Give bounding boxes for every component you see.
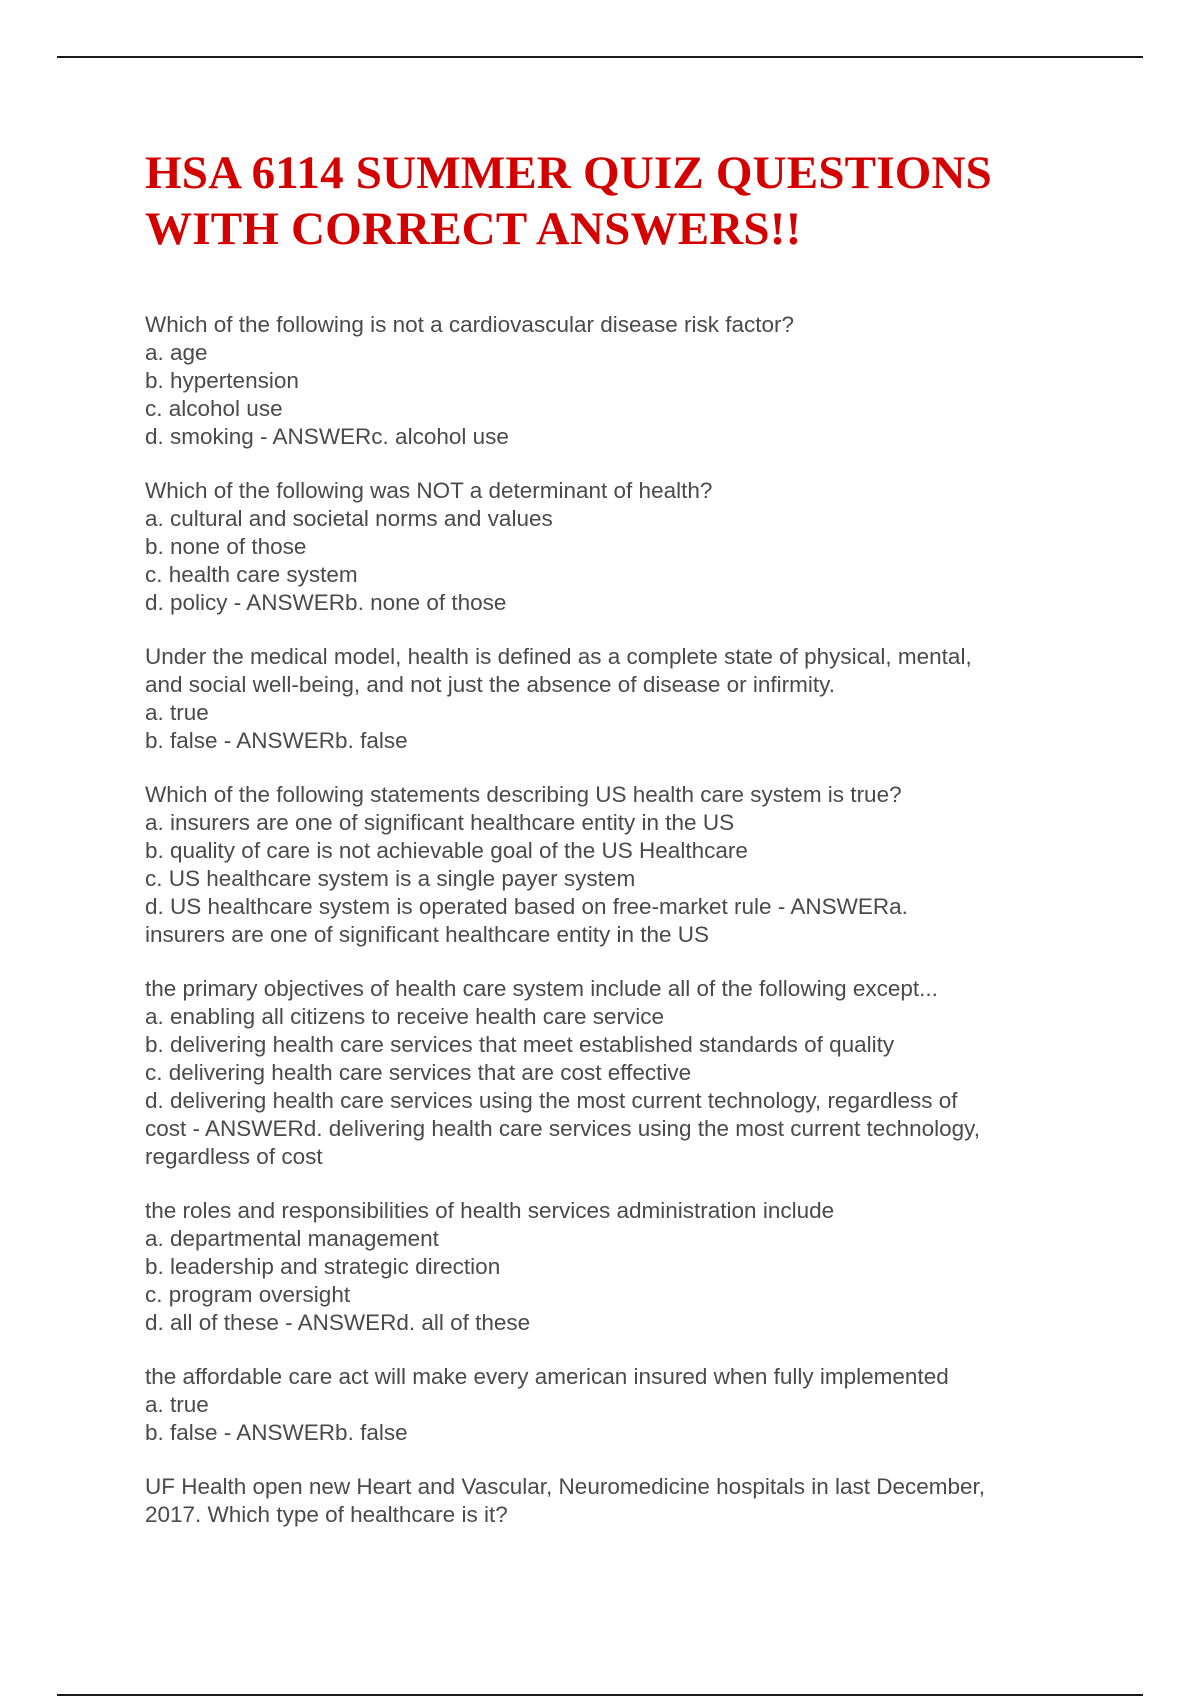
question-line: b. false - ANSWERb. false	[145, 1420, 408, 1445]
question-line: a. true	[145, 1392, 209, 1417]
question-line: a. insurers are one of significant healthcare entity in the US	[145, 810, 735, 835]
question-line: a. enabling all citizens to receive health care service	[145, 1004, 665, 1029]
question-text: Which of the following is not a cardiovascular disease risk factor?	[145, 312, 795, 337]
question-list	[145, 311, 1065, 1529]
document-title	[145, 145, 1065, 257]
question-line: a. true	[145, 700, 209, 725]
bottom-rule	[57, 1694, 1143, 1696]
question-block	[145, 1197, 1065, 1337]
question-block	[145, 1473, 1065, 1529]
question-text: Which of the following statements describing US health care system is true?	[145, 782, 902, 807]
question-block	[145, 477, 1065, 617]
question-line: b. hypertension	[145, 368, 299, 393]
document-body	[145, 145, 1065, 1555]
question-line: insurers are one of significant healthcare entity in the US	[145, 922, 710, 947]
question-block	[145, 1363, 1065, 1447]
question-line: c. health care system	[145, 562, 358, 587]
question-text: the affordable care act will make every american insured when fully implemented	[145, 1364, 949, 1389]
question-line: c. US healthcare system is a single payer system	[145, 866, 636, 891]
question-block	[145, 311, 1065, 451]
question-block	[145, 781, 1065, 949]
title-line-1: HSA 6114 SUMMER QUIZ QUESTIONS	[145, 147, 992, 199]
question-text: Which of the following was NOT a determinant of health?	[145, 478, 713, 503]
question-line: 2017. Which type of healthcare is it?	[145, 1502, 508, 1527]
question-line: b. false - ANSWERb. false	[145, 728, 408, 753]
question-line: c. delivering health care services that are cost effective	[145, 1060, 692, 1085]
question-line: b. quality of care is not achievable goal of the US Healthcare	[145, 838, 748, 863]
question-line: a. cultural and societal norms and values	[145, 506, 553, 531]
question-line: and social well-being, and not just the absence of disease or infirmity.	[145, 672, 835, 697]
question-line: d. US healthcare system is operated based on free-market rule - ANSWERa.	[145, 894, 908, 919]
question-line: d. smoking - ANSWERc. alcohol use	[145, 424, 509, 449]
question-line: cost - ANSWERd. delivering health care services using the most current technology,	[145, 1116, 980, 1141]
question-block	[145, 643, 1065, 755]
question-line: b. none of those	[145, 534, 307, 559]
question-line: a. age	[145, 340, 208, 365]
question-text: UF Health open new Heart and Vascular, Neuromedicine hospitals in last December,	[145, 1474, 986, 1499]
question-line: a. departmental management	[145, 1226, 439, 1251]
question-line: c. alcohol use	[145, 396, 283, 421]
question-line: b. delivering health care services that meet established standards of quality	[145, 1032, 895, 1057]
question-line: d. all of these - ANSWERd. all of these	[145, 1310, 531, 1335]
title-line-2: WITH CORRECT ANSWERS!!	[145, 203, 802, 255]
question-text: Under the medical model, health is defined as a complete state of physical, mental,	[145, 644, 972, 669]
question-block	[145, 975, 1065, 1171]
question-line: c. program oversight	[145, 1282, 351, 1307]
question-text: the roles and responsibilities of health services administration include	[145, 1198, 835, 1223]
question-line: b. leadership and strategic direction	[145, 1254, 501, 1279]
question-line: regardless of cost	[145, 1144, 323, 1169]
top-rule	[57, 56, 1143, 58]
question-text: the primary objectives of health care system include all of the following except...	[145, 976, 938, 1001]
question-line: d. policy - ANSWERb. none of those	[145, 590, 507, 615]
question-line: d. delivering health care services using the most current technology, regardless of	[145, 1088, 958, 1113]
